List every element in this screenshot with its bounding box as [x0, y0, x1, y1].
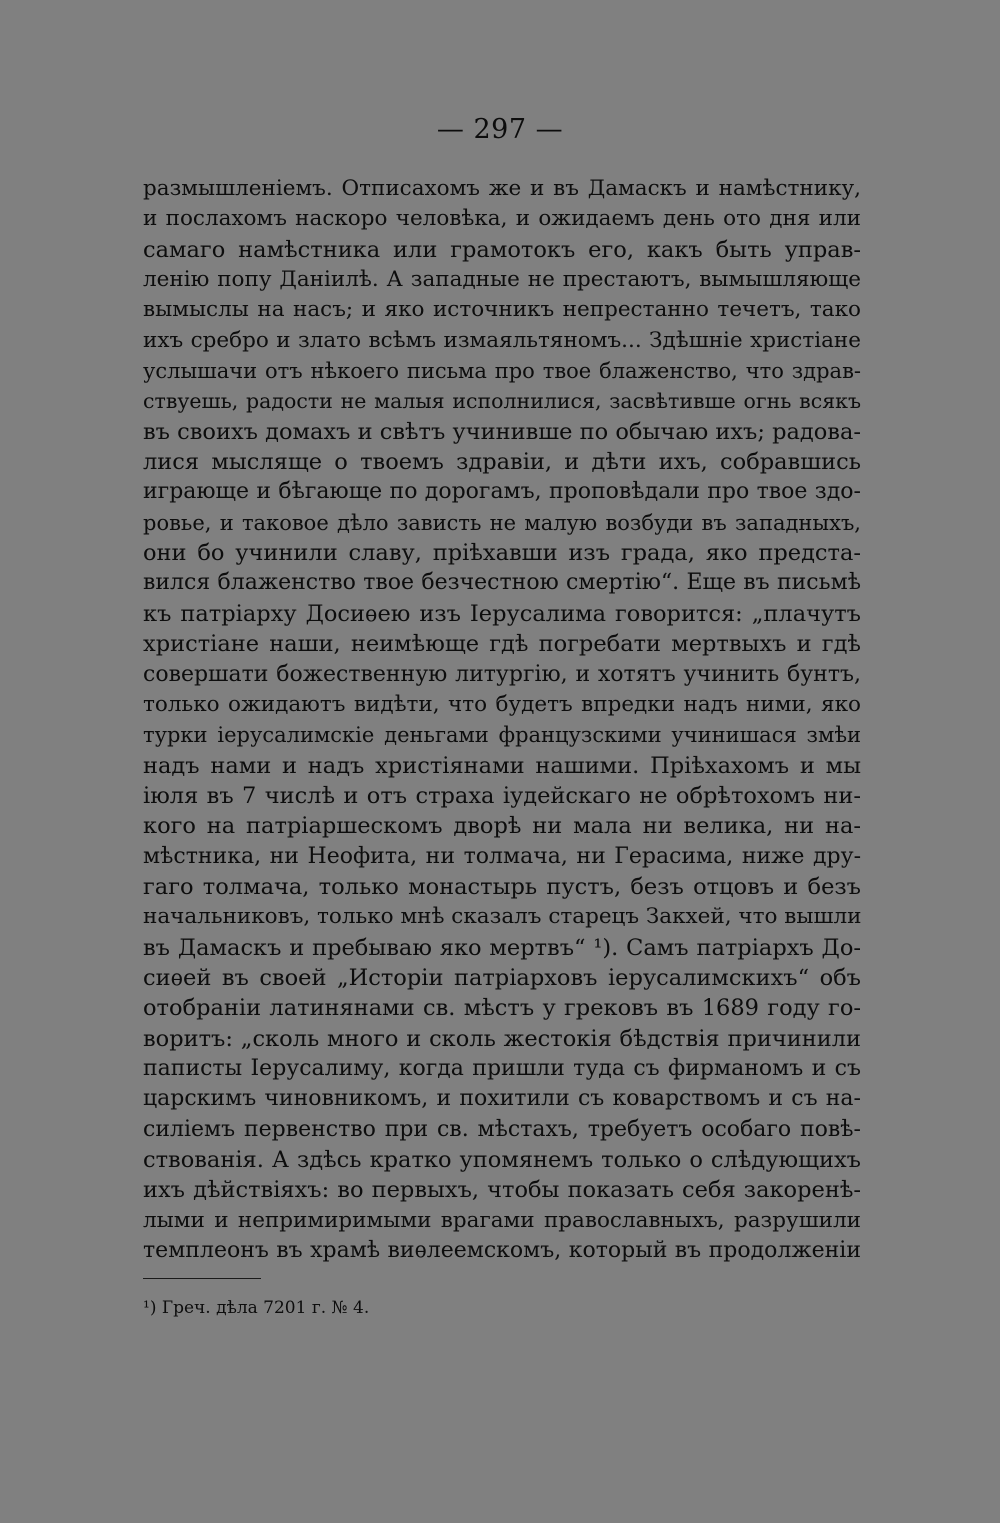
text-line: лися мысляще о твоемъ здравіи, и дѣти ихъ, собравшись [143, 449, 861, 476]
text-line: мѣстника, ни Неофита, ни толмача, ни Герасима, ниже дру- [143, 843, 861, 869]
text-line: христіане наши, неимѣюще гдѣ погребати мертвыхъ и гдѣ [143, 631, 861, 658]
footnote: ¹) Греч. дѣла 7201 г. № 4. [143, 1298, 370, 1318]
text-line: и послахомъ наскоро человѣка, и ожидаемъ день ото дня или [143, 206, 861, 232]
text-line: гаго толмача, только монастырь пустъ, безъ отцовъ и безъ [143, 873, 861, 900]
text-line: совершати божественную литургію, и хотятъ учинить бунтъ, [143, 661, 861, 687]
text-line: услышачи отъ нѣкоего письма про твое блаженство, что здрав- [143, 359, 861, 384]
text-line: къ патріарху Досиѳею изъ Іерусалима говорится: „плачутъ [143, 600, 861, 627]
text-line: ствуешь, радости не малыя исполнилися, засвѣтивше огнь всякъ [143, 389, 861, 414]
footnote-divider [143, 1278, 261, 1279]
text-line: силіемъ первенство при св. мѣстахъ, требуетъ особаго повѣ- [143, 1116, 861, 1142]
text-line: ихъ сребро и злато всѣмъ измаяльтяномъ... Здѣшніе христіане [143, 327, 861, 353]
text-line: размышленіемъ. Отписахомъ же и въ Дамаскъ и намѣстнику, [143, 176, 861, 201]
text-line: ровье, и таковое дѣло зависть не малую возбуди въ западныхъ, [143, 510, 861, 535]
text-line: ствованія. А здѣсь кратко упомянемъ только о слѣдующихъ [143, 1147, 861, 1173]
text-line: темплеонъ въ храмѣ виѳлеемскомъ, который въ продолженіи [143, 1238, 861, 1264]
text-line: турки іерусалимскіе деньгами французскими учинишася змѣи [143, 723, 861, 748]
text-line: воритъ: „сколь много и сколь жестокія бѣдствія причинили [143, 1025, 861, 1052]
text-line: вился блаженство твое безчестною смертію“. Еще въ письмѣ [143, 570, 861, 596]
text-line: лыми и непримиримыми врагами православныхъ, разрушили [143, 1207, 861, 1233]
text-line: въ Дамаскъ и пребываю яко мертвъ“ ¹). Самъ патріархъ До- [143, 934, 861, 961]
text-line: царскимъ чиновникомъ, и похитили съ коварствомъ и съ на- [143, 1086, 861, 1112]
page-number: — 297 — [436, 114, 564, 145]
text-line: ихъ дѣйствіяхъ: во первыхъ, чтобы показать себя закоренѣ- [143, 1177, 861, 1204]
text-line: отобраніи латинянами св. мѣстъ у грековъ въ 1689 году го- [143, 995, 861, 1022]
text-line: начальниковъ, только мнѣ сказалъ старецъ Закхей, что вышли [143, 904, 861, 930]
text-line: ленію попу Даніилѣ. А западные не престаютъ, вымышляюще [143, 267, 861, 293]
text-line: только ожидаютъ видѣти, что будетъ впредки надъ ними, яко [143, 691, 861, 717]
body-text [143, 174, 861, 1266]
text-line: сиѳей въ своей „Исторіи патріарховъ іерусалимскихъ“ объ [143, 964, 861, 991]
text-line: надъ нами и надъ христіянами нашими. Пріѣхахомъ и мы [143, 752, 861, 779]
text-line: кого на патріаршескомъ дворѣ ни мала ни велика, ни на- [143, 813, 861, 840]
text-line: они бо учинили славу, пріѣхавши изъ града, яко предста- [143, 540, 861, 567]
text-line: играюще и бѣгающе по дорогамъ, проповѣдали про твое здо- [143, 479, 861, 505]
text-line: паписты Іерусалиму, когда пришли туда съ фирманомъ и съ [143, 1055, 861, 1081]
text-line: въ своихъ домахъ и свѣтъ учинивше по обычаю ихъ; радова- [143, 418, 861, 445]
text-line: іюля въ 7 числѣ и отъ страха іудейскаго не обрѣтохомъ ни- [143, 782, 861, 809]
text-line: самаго намѣстника или грамотокъ его, какъ быть управ- [143, 236, 861, 263]
text-line: вымыслы на насъ; и яко источникъ непрестанно течетъ, тако [143, 297, 861, 323]
